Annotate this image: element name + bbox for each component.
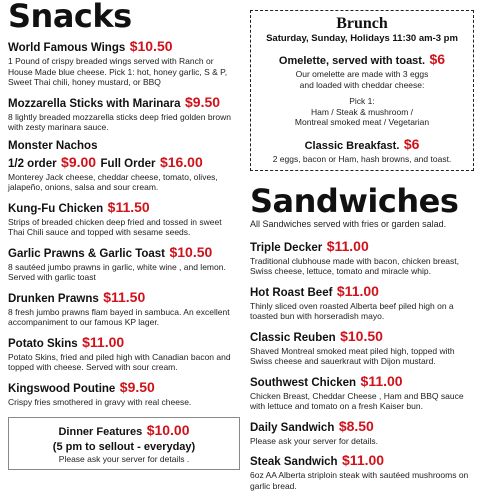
- item-price: $9.50: [119, 378, 155, 395]
- dinner-hours: (5 pm to sellout - everyday): [52, 441, 196, 453]
- item-name: Monster Nachos: [8, 139, 98, 152]
- item-price: $11.00: [82, 333, 125, 350]
- item-price: $10.50: [169, 243, 213, 260]
- item-name: Triple Decker: [250, 241, 323, 254]
- item-price: $11.50: [103, 288, 146, 305]
- brunch-item: [255, 51, 469, 128]
- item-desc: 6oz AA Alberta striploin steak with sautéed mushrooms on garlic bread.: [250, 470, 469, 491]
- snacks-column: [8, 0, 240, 470]
- menu-item: [8, 38, 240, 88]
- item-desc: Shaved Montreal smoked meat piled high, topped with Swiss cheese and sauerkraut with Dijon mustard.: [250, 345, 455, 366]
- item-name: Classic Breakfast.: [304, 139, 400, 152]
- item-desc: Traditional clubhouse made with bacon, chicken breast, Swiss cheese, lettuce, tomato and miracle whip.: [250, 255, 459, 276]
- item-price: $11.00: [336, 282, 379, 299]
- item-price: $11.00: [360, 372, 403, 389]
- item-price: $11.00: [342, 452, 385, 468]
- menu-item: [8, 379, 240, 408]
- item-price: $6: [403, 135, 420, 152]
- item-desc: and loaded with cheddar cheese:: [299, 79, 425, 90]
- menu-item: [250, 418, 474, 447]
- dinner-price: $10.00: [146, 422, 190, 438]
- menu-item: [250, 238, 474, 277]
- right-column: [250, 0, 474, 491]
- nachos-full-price: $16.00: [159, 153, 203, 170]
- pick-option: Montreal smoked meat / Vegetarian: [294, 117, 430, 127]
- item-desc: 2 eggs, bacon or Ham, hash browns, and toast.: [272, 153, 452, 164]
- item-desc: 8 fresh jumbo prawns flam bayed in sambuca. An excellent accompaniment to our famous KP lager.: [8, 306, 230, 327]
- item-name: Garlic Prawns & Garlic Toast: [8, 247, 166, 260]
- menu-item: [8, 244, 240, 283]
- item-name: Kung-Fu Chicken: [8, 202, 104, 215]
- item-desc: Potato Skins, fried and piled high with Canadian bacon and topped with cheese. Served with sour cream.: [8, 351, 231, 372]
- item-name: Hot Roast Beef: [250, 286, 333, 299]
- menu-item: [8, 289, 240, 328]
- sandwiches-subtitle: All Sandwiches served with fries or garden salad.: [250, 219, 447, 229]
- item-name: World Famous Wings: [8, 42, 126, 54]
- item-name: Classic Reuben: [250, 331, 336, 344]
- nachos-full-label: Full Order: [100, 157, 156, 170]
- menu-item: [250, 283, 474, 322]
- menu-item: [8, 199, 240, 238]
- item-desc: Strips of breaded chicken deep fried and tossed in sweet Thai Chili sauce and topped with sesame seeds.: [8, 216, 222, 237]
- item-name: Omelette, served with toast.: [278, 55, 426, 67]
- item-name: Potato Skins: [8, 337, 78, 350]
- nachos-half-label: 1/2 order: [8, 157, 57, 170]
- sandwiches-heading: Sandwiches: [250, 182, 459, 220]
- item-desc: Monterey Jack cheese, cheddar cheese, tomato, olives, jalapeño, onions, salsa and sour cream.: [8, 171, 218, 192]
- item-desc: 8 sautéed jumbo prawns in garlic, white wine , and lemon. Served with garlic toast: [8, 261, 226, 282]
- pick-option: Ham / Steak & mushroom /: [310, 106, 414, 117]
- item-desc: Thinly sliced oven roasted Alberta beef piled high on a toasted bun with horseradish mayo.: [250, 300, 454, 321]
- item-name: Mozzarella Sticks with Marinara: [8, 97, 181, 110]
- dinner-note: Please ask your server for details .: [58, 454, 190, 464]
- menu-item: [8, 334, 240, 373]
- menu-item: [8, 139, 240, 193]
- item-desc: Please ask your server for details.: [250, 435, 379, 446]
- dinner-features-box: [8, 417, 240, 470]
- brunch-hours: Saturday, Sunday, Holidays 11:30 am-3 pm: [266, 33, 458, 44]
- snacks-heading: Snacks: [8, 0, 132, 35]
- item-name: Steak Sandwich: [250, 456, 338, 468]
- item-desc: Crispy fries smothered in gravy with real cheese.: [8, 396, 192, 407]
- item-price: $11.00: [326, 237, 369, 254]
- pick-label: Pick 1:: [349, 96, 375, 106]
- item-name: Drunken Prawns: [8, 292, 99, 305]
- item-price: $10.50: [340, 327, 383, 344]
- brunch-heading: Brunch: [336, 15, 388, 32]
- item-price: $9.50: [185, 93, 221, 110]
- nachos-half-price: $9.00: [61, 153, 97, 170]
- brunch-item: [255, 136, 469, 165]
- item-price: $11.50: [107, 198, 150, 215]
- item-price: $8.50: [338, 417, 374, 434]
- item-price: $6: [429, 51, 446, 67]
- item-desc: Chicken Breast, Cheddar Cheese , Ham and BBQ sauce with lettuce and tomato on a fresh Kaiser bun.: [250, 390, 464, 411]
- menu-item: [250, 373, 474, 412]
- item-desc: 1 Pound of crispy breaded wings served with Ranch or House Made blue cheese. Pick 1: hot, honey garlic, S & P, Sweet Thai chili, honey mustard, or BBQ: [8, 56, 228, 87]
- menu-item: [250, 452, 474, 491]
- brunch-box: [250, 10, 474, 171]
- item-name: Daily Sandwich: [250, 421, 335, 434]
- item-desc: Our omelette are made with 3 eggs: [295, 69, 429, 79]
- dinner-title: Dinner Features: [58, 426, 143, 438]
- menu-item: [250, 328, 474, 367]
- item-name: Southwest Chicken: [250, 376, 357, 389]
- item-price: $10.50: [129, 38, 173, 54]
- item-desc: 8 lightly breaded mozzarella sticks deep fried golden brown with zesty marinara sauce.: [8, 111, 232, 132]
- item-name: Kingswood Poutine: [8, 382, 116, 395]
- menu-item: [8, 94, 240, 133]
